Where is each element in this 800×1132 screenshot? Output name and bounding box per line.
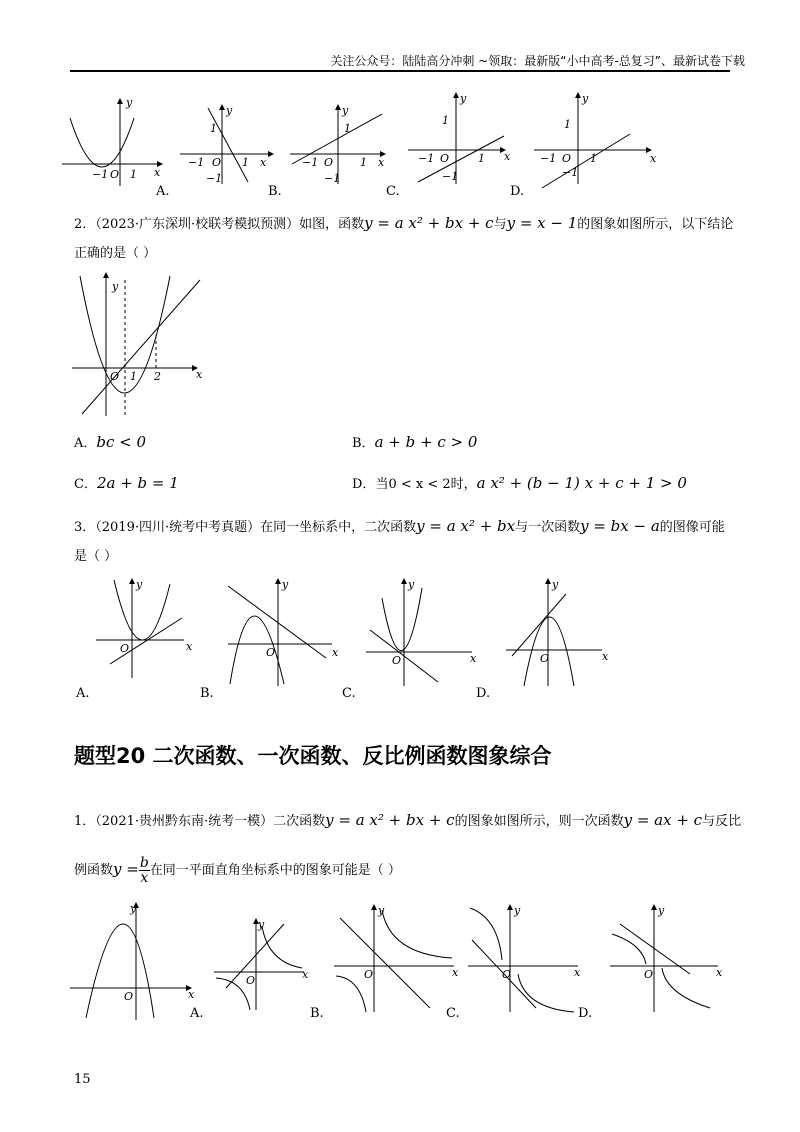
svg-text:O: O	[440, 152, 450, 165]
svg-text:y: y	[514, 904, 521, 917]
svg-text:y: y	[552, 578, 559, 591]
svg-text:−1: −1	[418, 152, 435, 165]
svg-text:−1: −1	[188, 156, 205, 169]
svg-text:x: x	[332, 646, 339, 659]
svg-text:y: y	[658, 904, 665, 917]
top-graph-d	[534, 92, 664, 184]
svg-text:−1: −1	[324, 172, 341, 185]
q2-formula-quadratic: y = a x² + bx + c	[364, 214, 494, 232]
svg-text:x: x	[574, 966, 581, 979]
q2-choice-c-letter: C．	[74, 477, 97, 492]
svg-text:−1: −1	[206, 172, 223, 185]
q4-graph-c	[464, 904, 584, 1014]
svg-text:O: O	[266, 646, 276, 659]
svg-text:1: 1	[344, 122, 351, 135]
svg-text:1: 1	[442, 114, 449, 127]
q3-stem-line1	[74, 516, 725, 538]
svg-text:−1: −1	[442, 170, 459, 183]
q3-graph-a	[96, 578, 196, 678]
svg-text:1: 1	[360, 156, 367, 169]
svg-text:1: 1	[130, 168, 137, 181]
q3-graph-c	[362, 578, 482, 688]
q2-graph	[68, 270, 218, 420]
svg-text:y: y	[378, 904, 385, 917]
q2-choice-b	[352, 432, 477, 454]
svg-text:y: y	[112, 280, 119, 293]
svg-text:x: x	[188, 988, 195, 1001]
q3-option-c: C.	[342, 686, 356, 701]
svg-text:1: 1	[564, 118, 571, 131]
q2-formula-linear: y = x − 1	[506, 214, 578, 232]
q2-choice-d	[352, 473, 687, 495]
top-option-d: D.	[510, 184, 525, 199]
top-option-c: C.	[386, 184, 400, 199]
svg-text:x: x	[602, 650, 609, 663]
top-option-b: B.	[268, 184, 282, 199]
q4-stem-line2	[74, 856, 401, 885]
svg-text:O: O	[502, 968, 512, 981]
q2-stem-line1	[74, 213, 733, 235]
q4-graph-d	[606, 904, 726, 1014]
q3-option-d: D.	[476, 686, 491, 701]
q4-stem-a: 1．（2021·贵州黔东南·统考一模）二次函数	[74, 814, 326, 829]
svg-text:y: y	[226, 104, 233, 117]
q3-option-a: A.	[76, 686, 90, 701]
page-number: 15	[74, 1072, 91, 1087]
svg-text:O: O	[246, 974, 256, 987]
svg-text:O: O	[364, 968, 374, 981]
q2-choice-b-letter: B．	[352, 436, 375, 451]
q4-option-d: D.	[578, 1006, 593, 1021]
q2-choice-c-expr: 2a + b = 1	[96, 474, 179, 492]
svg-text:x: x	[302, 968, 309, 981]
q4-stem-c: 与反比	[702, 814, 742, 829]
svg-text:x: x	[196, 368, 203, 381]
q2-choice-a-expr: bc < 0	[96, 433, 147, 451]
svg-text:O: O	[324, 156, 334, 169]
svg-text:O: O	[540, 652, 550, 665]
svg-text:1: 1	[478, 152, 485, 165]
q3-formula-linear: y = bx − a	[580, 517, 660, 535]
q2-stem-line2: 正确的是（ ）	[74, 246, 157, 261]
q4-option-b: B.	[310, 1006, 324, 1021]
q4-option-a: A.	[190, 1006, 204, 1021]
svg-text:−1: −1	[540, 152, 557, 165]
q2-stem-a: 2．（2023·广东深圳·校联考模拟预测）如图，函数	[74, 217, 365, 232]
svg-text:O: O	[644, 968, 654, 981]
svg-text:O: O	[110, 370, 120, 383]
svg-text:y: y	[342, 104, 349, 117]
svg-text:2: 2	[154, 370, 161, 383]
svg-text:y: y	[408, 578, 415, 591]
q2-choice-c	[74, 473, 179, 495]
svg-text:O: O	[562, 152, 572, 165]
q3-graph-d	[502, 578, 612, 688]
svg-text:y: y	[282, 578, 289, 591]
top-graph-c	[290, 104, 390, 184]
svg-text:O: O	[392, 654, 402, 667]
q4-graph-a	[212, 918, 312, 1018]
q3-formula-quadratic: y = a x² + bx	[416, 517, 516, 535]
svg-text:y: y	[126, 96, 133, 109]
header-rule	[70, 70, 730, 72]
svg-text:y: y	[130, 902, 137, 915]
svg-text:x: x	[378, 156, 385, 169]
svg-text:x: x	[470, 652, 477, 665]
svg-text:x: x	[650, 152, 657, 165]
svg-text:y: y	[136, 578, 143, 591]
svg-text:x: x	[452, 966, 459, 979]
q4-fraction	[139, 856, 150, 885]
q3-stem-a: 3．（2019·四川·统考中考真题）在同一坐标系中，二次函数	[74, 520, 417, 535]
svg-text:1: 1	[590, 152, 597, 165]
q4-frac-lhs: y =	[113, 860, 139, 878]
page-header: 关注公众号：陆陆高分冲刺 ~领取：最新版“小中高考-总复习”、最新试卷下载	[330, 54, 745, 68]
q4-stem-line1	[74, 810, 741, 832]
q2-stem-c: 的图象如图所示，以下结论	[577, 217, 734, 232]
q4-graph-b	[330, 904, 460, 1014]
q4-stem-d-post: 在同一平面直角坐标系中的图象可能是（ ）	[149, 863, 401, 878]
svg-text:x: x	[504, 150, 511, 163]
top-option-a: A.	[156, 184, 170, 199]
q3-stem-line2: 是（ ）	[74, 549, 118, 564]
svg-text:y: y	[582, 92, 589, 105]
svg-text:y: y	[258, 918, 265, 931]
q4-given-graph	[70, 900, 200, 1020]
svg-text:y: y	[460, 92, 467, 105]
svg-text:−1: −1	[562, 166, 579, 179]
svg-text:O: O	[120, 642, 130, 655]
q4-frac-num: b	[139, 855, 149, 871]
q2-stem-b: 与	[493, 217, 507, 232]
q4-stem-d-pre: 例函数	[74, 863, 114, 878]
q2-choice-d-condition: 当0 < x < 2时，	[375, 477, 477, 492]
svg-text:O: O	[124, 990, 134, 1003]
q3-option-b: B.	[200, 686, 214, 701]
q4-stem-b: 的图象如图所示，则一次函数	[454, 814, 624, 829]
svg-text:1: 1	[242, 156, 249, 169]
q2-choice-d-expr: a x² + (b − 1) x + c + 1 > 0	[476, 474, 687, 492]
svg-text:x: x	[260, 156, 267, 169]
q4-frac-den: x	[140, 870, 149, 886]
svg-text:−1: −1	[92, 168, 109, 181]
q4-formula-quadratic: y = a x² + bx + c	[325, 811, 455, 829]
q2-choice-a-letter: A．	[74, 436, 97, 451]
top-graph-d-prev	[408, 92, 518, 184]
q3-stem-b: 与一次函数	[515, 520, 581, 535]
q2-choice-b-expr: a + b + c > 0	[374, 433, 478, 451]
svg-text:O: O	[212, 156, 222, 169]
q3-stem-c: 的图像可能	[659, 520, 725, 535]
svg-text:1: 1	[130, 370, 137, 383]
svg-text:x: x	[186, 640, 193, 653]
q4-formula-linear: y = ax + c	[623, 811, 703, 829]
q2-choice-d-letter: D．	[352, 477, 376, 492]
top-graph-b	[180, 104, 280, 184]
svg-text:1: 1	[210, 122, 217, 135]
q3-graph-b	[224, 578, 344, 688]
svg-text:O: O	[110, 168, 120, 181]
svg-text:x: x	[716, 966, 723, 979]
q2-choice-a	[74, 432, 146, 454]
section-title: 题型20 二次函数、一次函数、反比例函数图象综合	[74, 744, 552, 768]
top-graph-a	[62, 96, 162, 186]
svg-text:x: x	[154, 166, 161, 179]
q4-option-c: C.	[446, 1006, 460, 1021]
svg-text:−1: −1	[302, 156, 319, 169]
